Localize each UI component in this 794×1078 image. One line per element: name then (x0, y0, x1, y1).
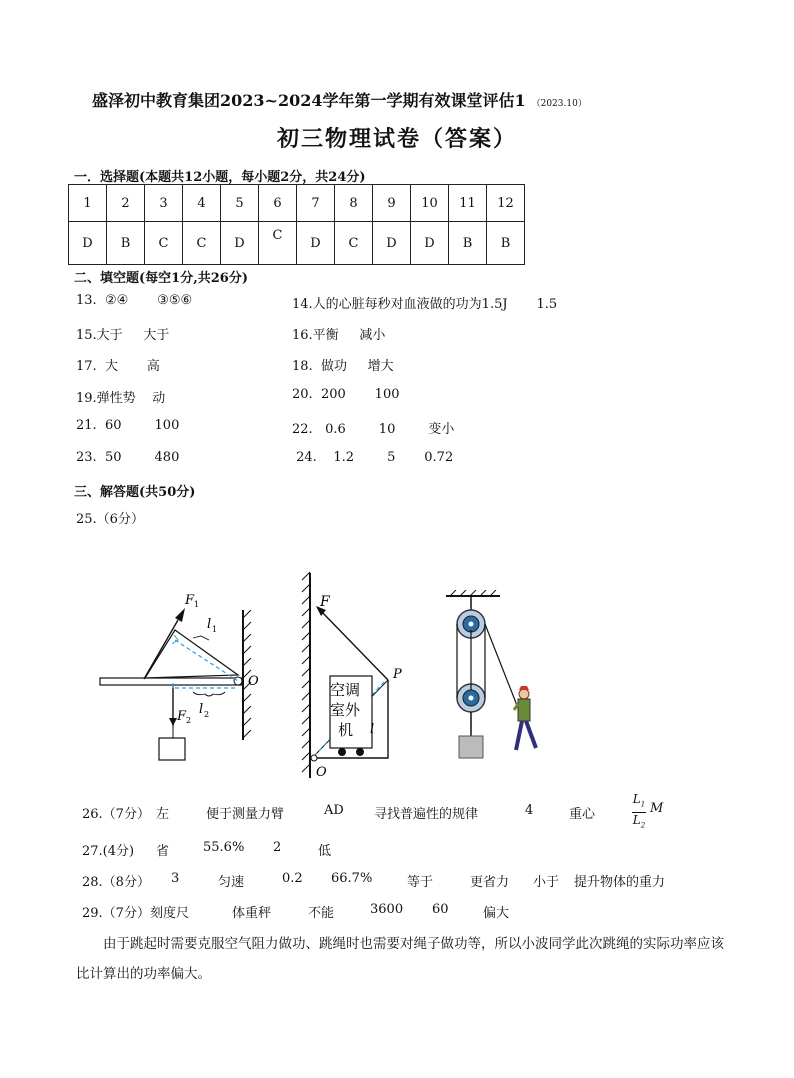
qnum-cell: 12 (487, 185, 525, 222)
answer-cell: D (297, 222, 335, 265)
q29-answer: 偏大 (483, 906, 510, 921)
label-l2-sub: 2 (204, 710, 210, 719)
answer-cell: D (69, 222, 107, 265)
school-exam-header (92, 88, 587, 111)
q29-answer: 3600 (370, 902, 404, 917)
q26-answer: 4 (525, 803, 534, 818)
answer-cell: B (107, 222, 145, 265)
qnum-cell: 3 (145, 185, 183, 222)
q28-answer: 等于 (407, 875, 434, 890)
ac-label-line1: 空调 (330, 681, 361, 699)
section3-heading: 三、解答题(共50分) (74, 485, 196, 500)
q29-answer: 不能 (308, 906, 335, 921)
section2-heading: 二、填空题(每空1分,共26分) (74, 271, 248, 286)
answer-cell: C (259, 222, 297, 265)
answer-cell: C (145, 222, 183, 265)
fill-answer-right: 20. 200 100 (292, 387, 400, 402)
answer-cell: D (411, 222, 449, 265)
fraction-numerator: $L_1$ (632, 792, 646, 813)
answer-cell: B (487, 222, 525, 265)
label-point-p: P (393, 667, 402, 682)
label-l1-sub: 1 (212, 625, 218, 634)
qnum-cell: 4 (183, 185, 221, 222)
q25-label: 25.（6分） (76, 512, 144, 527)
fill-answer-left: 23. 50 480 (76, 450, 180, 465)
q28-answer: 匀速 (218, 875, 245, 890)
question-number-row (69, 185, 525, 222)
qnum-cell: 11 (449, 185, 487, 222)
q26-mass: M (650, 801, 664, 816)
qnum-cell: 1 (69, 185, 107, 222)
q28-label: 28.（8分） (82, 875, 150, 890)
answer-cell: D (221, 222, 259, 265)
qnum-cell: 8 (335, 185, 373, 222)
q29-explanation: 由于跳起时需要克服空气阻力做功、跳绳时也需要对绳子做功等，所以小波同学此次跳绳的实际功率应该比计算出的功率偏大。 (76, 936, 724, 982)
answer-cell: C (335, 222, 373, 265)
q29-answer: 60 (432, 902, 449, 917)
label-l1: l (207, 617, 212, 632)
q26-answer: 便于测量力臂 (206, 807, 285, 822)
q27-answer: 省 (156, 844, 170, 859)
school-title: 盛泽初中教育集团2023~2024学年第一学期有效课堂评估1 (92, 91, 526, 110)
label-force-f: F (320, 594, 330, 610)
section1-heading: 一．选择题(本题共12小题，每小题2分，共24分) (74, 170, 366, 185)
fill-answer-right: 14.人的心脏每秒对血液做的功为1.5J 1.5 (292, 297, 558, 312)
answer-cell: B (449, 222, 487, 265)
label-f2: F (177, 709, 187, 724)
answer-table (68, 184, 525, 265)
answer-row (69, 222, 525, 265)
q26-fraction (632, 792, 646, 834)
q28-answer: 0.2 (282, 871, 303, 886)
q29-label: 29.（7分）刻度尺 (82, 906, 189, 921)
q28-answer: 66.7% (331, 871, 373, 886)
q27-answer: 55.6% (203, 840, 245, 855)
q27-label: 27.(4分) (82, 844, 135, 859)
fill-answer-left: 15.大于 大于 (76, 328, 170, 343)
qnum-cell: 6 (259, 185, 297, 222)
fill-answer-right: 22. 0.6 10 变小 (292, 422, 455, 437)
q28-answer: 更省力 (470, 875, 510, 890)
lever-diagram (95, 580, 265, 770)
answer-cell: D (373, 222, 411, 265)
q26-answer: 重心 (569, 807, 596, 822)
q26-answer: 左 (156, 807, 170, 822)
qnum-cell: 5 (221, 185, 259, 222)
qnum-cell: 7 (297, 185, 335, 222)
q28-answer: 提升物体的重力 (574, 875, 666, 890)
label-f1: F (185, 593, 195, 608)
q26-answer: AD (324, 803, 344, 818)
qnum-cell: 9 (373, 185, 411, 222)
fill-answer-right: 24. 1.2 5 0.72 (292, 450, 454, 465)
ac-label-line3: 机 (338, 721, 354, 739)
label-pivot-o: O (316, 765, 327, 780)
q27-answer: 低 (318, 844, 332, 859)
exam-date: （2023.10） (531, 99, 587, 109)
fill-answer-right: 16.平衡 减小 (292, 328, 386, 343)
q26-answer: 寻找普遍性的规律 (374, 807, 479, 822)
label-f2-sub: 2 (186, 716, 192, 725)
fill-answer-right: 18. 做功 增大 (292, 359, 394, 374)
answer-cell: C (183, 222, 221, 265)
ac-label-line2: 室外 (330, 701, 361, 719)
q27-answer: 2 (273, 840, 282, 855)
q29-answer: 体重秤 (232, 906, 272, 921)
fraction-denominator: $L_2$ (632, 813, 646, 830)
q26-label: 26.（7分） (82, 807, 150, 822)
exam-title: 初三物理试卷（答案） (276, 126, 517, 152)
label-f1-sub: 1 (194, 600, 200, 609)
qnum-cell: 10 (411, 185, 449, 222)
fill-answer-left: 21. 60 100 (76, 418, 180, 433)
qnum-cell: 2 (107, 185, 145, 222)
fill-answer-left: 13. ②④ ③⑤⑥ (76, 293, 193, 308)
bracket-diagram (300, 568, 410, 783)
label-l2: l (199, 702, 204, 717)
fill-answer-left: 19.弹性势 动 (76, 391, 166, 406)
label-o: O (248, 674, 259, 689)
q28-answer: 小于 (533, 875, 560, 890)
pulley-diagram (440, 590, 560, 760)
label-arm-l: l (370, 722, 375, 737)
fill-answer-left: 17. 大 高 (76, 359, 160, 374)
q28-answer: 3 (171, 871, 180, 886)
